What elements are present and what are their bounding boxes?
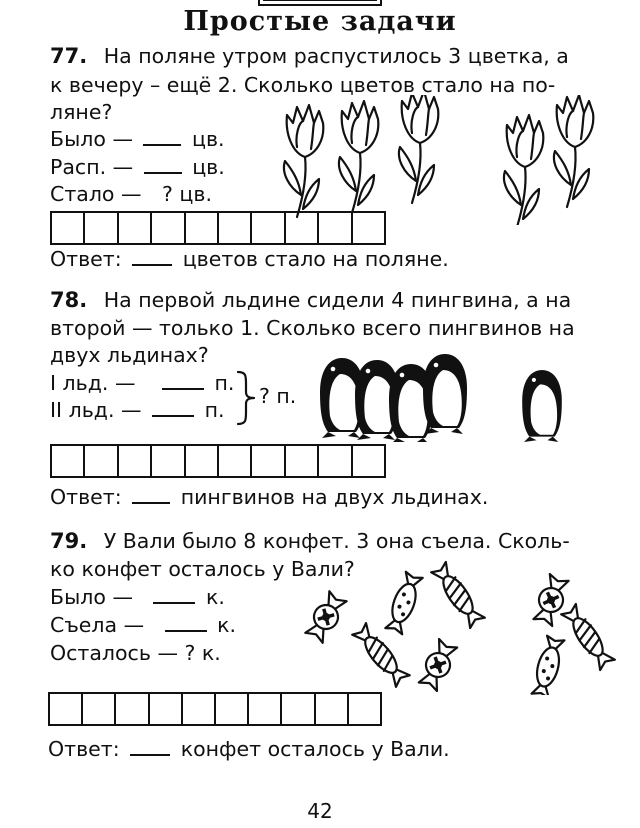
answer-grid[interactable] [48, 692, 382, 726]
blank-field[interactable] [162, 387, 204, 390]
candy-icon [561, 604, 615, 670]
penguin-picture [312, 350, 582, 442]
candy-icon [431, 562, 485, 628]
problem-78-line-1: 78. На первой льдине сидели 4 пингвина, а на [50, 288, 572, 312]
tulip-icon [339, 101, 378, 213]
row-ostalos: Осталось — ? к. [50, 641, 221, 665]
blank-field[interactable] [152, 414, 194, 417]
blank-field[interactable] [143, 143, 181, 146]
answer-line-77: Ответ: цветов стало на поляне. [50, 247, 449, 271]
row-stalo: Стало — ? цв. [50, 182, 212, 206]
answer-line-79: Ответ: конфет осталось у Вали. [48, 737, 450, 761]
candy-icon [532, 573, 571, 626]
problem-78-line-3: двух льдинах? [50, 343, 209, 367]
problem-77-line-1: 77. На поляне утром распустилось 3 цветка, а [50, 44, 569, 68]
blank-field[interactable] [165, 629, 207, 632]
candy-icon [384, 571, 423, 634]
problem-79-line-2: ко конфет осталось у Вали? [50, 557, 355, 581]
candy-icon [417, 638, 459, 692]
candy-icon [304, 590, 349, 644]
blank-field[interactable] [144, 171, 182, 174]
answer-line-78: Ответ: пингвинов на двух льдинах. [50, 485, 489, 509]
brace-total: ? п. [259, 384, 297, 408]
problem-number: 77. [50, 44, 88, 68]
tulip-icon [504, 115, 543, 225]
problem-number: 78. [50, 288, 88, 312]
row-sela: Съела — к. [50, 613, 237, 637]
problem-77-line-2: к вечеру – ещё 2. Сколько цветов стало на по- [50, 73, 556, 97]
tulip-picture [270, 95, 610, 225]
problem-78-line-2: второй — только 1. Сколько всего пингвинов на [50, 316, 575, 340]
candy-icon [531, 635, 566, 695]
blank-field[interactable] [153, 601, 195, 604]
curly-brace [236, 370, 256, 426]
row-second-ice: II льд. — п. [50, 398, 225, 422]
penguin-icon [522, 370, 562, 442]
tulip-icon [284, 105, 323, 217]
page-number: 42 [307, 799, 333, 823]
answer-blank[interactable] [132, 263, 172, 266]
problem-77-line-3: ляне? [50, 100, 113, 124]
row-rasp: Расп. — цв. [50, 155, 225, 179]
candy-picture [296, 555, 628, 695]
page-title: Простые задачи [183, 6, 457, 37]
tulip-icon [399, 95, 438, 203]
row-bylo-79: Было — к. [50, 585, 225, 609]
penguin-icon [423, 354, 467, 434]
row-bylo: Было — цв. [50, 127, 225, 151]
answer-blank[interactable] [130, 753, 170, 756]
tulip-icon [554, 95, 593, 207]
answer-grid[interactable] [50, 444, 386, 478]
problem-79-line-1: 79. У Вали было 8 конфет. 3 она съела. Сколь- [50, 529, 570, 553]
problem-number: 79. [50, 529, 88, 553]
row-first-ice: I льд. — п. [50, 371, 235, 395]
answer-blank[interactable] [132, 501, 170, 504]
